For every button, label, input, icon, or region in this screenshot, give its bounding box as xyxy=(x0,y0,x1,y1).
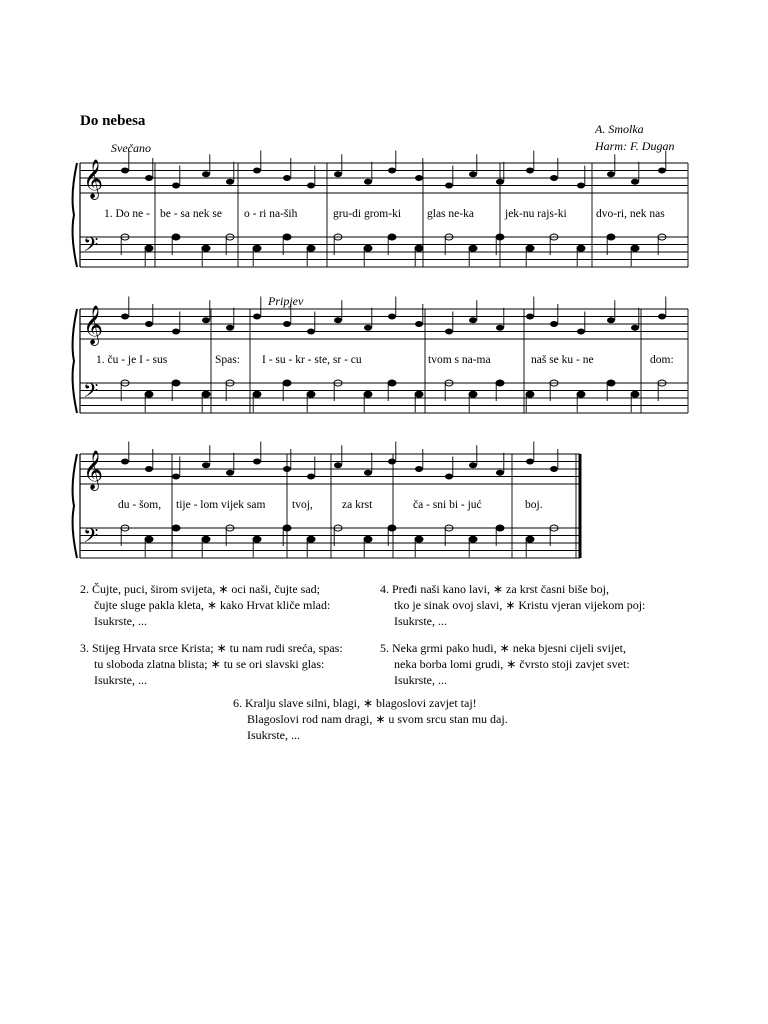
note-head xyxy=(307,183,315,189)
bass-clef-icon: 𝄢 xyxy=(83,524,99,552)
note-head xyxy=(496,470,504,476)
note-head xyxy=(469,171,477,177)
verse-line: Isukrste, ... xyxy=(394,614,447,628)
note-head xyxy=(307,329,315,335)
lyric-s2-m1: 1. ču - je I - sus xyxy=(96,354,168,366)
note-head xyxy=(121,314,129,320)
note-head xyxy=(388,380,396,386)
verse-line: Isukrste, ... xyxy=(247,728,300,742)
lyric-s1-m5: glas ne-ka xyxy=(427,208,474,220)
note-head xyxy=(226,179,234,185)
note-head xyxy=(496,179,504,185)
verse-line: čujte sluge pakla kleta, ∗ kako Hrvat kliče mlad: xyxy=(94,598,331,612)
note-head xyxy=(364,391,372,397)
note-head xyxy=(172,474,180,480)
note-head xyxy=(307,474,315,480)
note-head xyxy=(526,168,534,174)
verse-line: tko je sinak ovoj slavi, ∗ Kristu vjeran vijekom poj: xyxy=(394,598,646,612)
brace-icon xyxy=(73,163,77,267)
note-head xyxy=(607,171,615,177)
note-head xyxy=(415,466,423,472)
note-head xyxy=(172,525,180,531)
verse-5 xyxy=(380,640,630,688)
verse-line: 2. Čujte, puci, širom svijeta, ∗ oci naši, čujte sad; xyxy=(80,582,321,596)
refrain-marking: Pripjev xyxy=(268,294,304,308)
note-head xyxy=(283,466,291,472)
note-head xyxy=(202,391,210,397)
note-head xyxy=(445,474,453,480)
note-head xyxy=(253,536,261,542)
verse-line: neka borba lomi grudi, ∗ čvrsto stoji zavjet svet: xyxy=(394,657,630,671)
note-head xyxy=(226,470,234,476)
note-head xyxy=(445,183,453,189)
lyric-s2-m3: I - su - kr - ste, sr - cu xyxy=(262,354,362,366)
brace-icon xyxy=(73,454,77,558)
note-head xyxy=(631,179,639,185)
note-head xyxy=(445,329,453,335)
note-head xyxy=(145,391,153,397)
note-head xyxy=(658,314,666,320)
verse-4 xyxy=(380,581,645,629)
note-head xyxy=(145,536,153,542)
note-head xyxy=(145,466,153,472)
note-head xyxy=(172,329,180,335)
hymn-title: Do nebesa xyxy=(80,113,146,129)
verse-line: 3. Stijeg Hrvata srce Krista; ∗ tu nam rudi sreća, spas: xyxy=(80,641,343,655)
note-head xyxy=(415,321,423,327)
note-head xyxy=(550,175,558,181)
verse-line: Isukrste, ... xyxy=(94,673,147,687)
note-head xyxy=(283,175,291,181)
verse-3 xyxy=(80,640,343,688)
note-head xyxy=(172,234,180,240)
note-head xyxy=(364,179,372,185)
note-head xyxy=(283,234,291,240)
note-head xyxy=(496,325,504,331)
note-head xyxy=(577,245,585,251)
treble-clef-icon: 𝄞 xyxy=(83,450,104,490)
note-head xyxy=(145,175,153,181)
note-head xyxy=(202,317,210,323)
lyric-s1-m1: 1. Do ne - xyxy=(104,208,150,220)
treble-clef-icon: 𝄞 xyxy=(83,159,104,199)
note-head xyxy=(253,314,261,320)
note-head xyxy=(202,536,210,542)
note-head xyxy=(658,168,666,174)
note-head xyxy=(496,234,504,240)
note-head xyxy=(334,462,342,468)
lyric-s2-m6: dom: xyxy=(650,354,674,366)
lyric-s3-m6: boj. xyxy=(525,499,543,511)
verse-line: 5. Neka grmi pako hudi, ∗ neka bjesni cijeli svijet, xyxy=(380,641,626,655)
composer-credit: A. Smolka xyxy=(595,122,644,136)
note-head xyxy=(607,380,615,386)
note-head xyxy=(550,466,558,472)
brace-icon xyxy=(73,309,77,413)
lyric-s1-m4: gru-di grom-ki xyxy=(333,208,402,220)
lyric-s1-m3: o - ri na-ših xyxy=(244,208,298,220)
bass-clef-icon: 𝄢 xyxy=(83,233,99,261)
lyric-s1-m7: dvo-ri, nek nas xyxy=(596,208,665,220)
note-head xyxy=(307,245,315,251)
note-head xyxy=(526,459,534,465)
note-head xyxy=(469,536,477,542)
note-head xyxy=(631,245,639,251)
lyric-s3-m5: ča - sni bi - juć xyxy=(413,499,482,511)
lyric-s1-m2: be - sa nek se xyxy=(160,208,222,220)
note-head xyxy=(469,317,477,323)
verse-line: Isukrste, ... xyxy=(94,614,147,628)
note-head xyxy=(496,380,504,386)
verse-line: 6. Kralju slave silni, blagi, ∗ blagoslovi zavjet taj! xyxy=(233,696,477,710)
verse-line: Blagoslovi rod nam dragi, ∗ u svom srcu stan mu daj. xyxy=(247,712,508,726)
note-head xyxy=(202,245,210,251)
verse-line: 4. Pređi naši kano lavi, ∗ za krst časni biše boj, xyxy=(380,582,610,596)
treble-clef-icon: 𝄞 xyxy=(83,305,104,345)
note-head xyxy=(469,391,477,397)
note-head xyxy=(526,245,534,251)
note-head xyxy=(334,171,342,177)
note-head xyxy=(253,391,261,397)
note-head xyxy=(388,168,396,174)
note-head xyxy=(388,525,396,531)
note-head xyxy=(526,391,534,397)
note-head xyxy=(121,168,129,174)
note-head xyxy=(253,168,261,174)
note-head xyxy=(577,183,585,189)
lyric-s2-m2: Spas: xyxy=(215,354,240,366)
note-head xyxy=(226,325,234,331)
note-head xyxy=(469,245,477,251)
note-head xyxy=(283,380,291,386)
note-head xyxy=(631,391,639,397)
note-head xyxy=(526,314,534,320)
note-head xyxy=(388,234,396,240)
note-head xyxy=(526,536,534,542)
lyric-s1-m6: jek-nu rajs-ki xyxy=(505,208,567,220)
note-head xyxy=(307,391,315,397)
note-head xyxy=(415,175,423,181)
note-head xyxy=(202,171,210,177)
harmonizer-credit: Harm: F. Dugan xyxy=(595,139,675,153)
note-head xyxy=(307,536,315,542)
verse-line: Isukrste, ... xyxy=(394,673,447,687)
note-head xyxy=(253,245,261,251)
note-head xyxy=(364,470,372,476)
lyric-s3-m1: du - šom, xyxy=(118,499,162,511)
lyric-s2-m4: tvom s na-ma xyxy=(428,354,491,366)
note-head xyxy=(415,245,423,251)
note-head xyxy=(364,325,372,331)
note-head xyxy=(607,317,615,323)
verse-6 xyxy=(233,695,508,743)
note-head xyxy=(607,234,615,240)
note-head xyxy=(145,245,153,251)
note-head xyxy=(253,459,261,465)
note-head xyxy=(415,391,423,397)
note-head xyxy=(388,314,396,320)
note-head xyxy=(172,183,180,189)
note-head xyxy=(577,391,585,397)
verse-2 xyxy=(80,581,330,629)
note-head xyxy=(364,245,372,251)
note-head xyxy=(121,459,129,465)
note-head xyxy=(283,321,291,327)
note-head xyxy=(283,525,291,531)
note-head xyxy=(550,321,558,327)
tempo-marking: Svečano xyxy=(111,141,151,155)
note-head xyxy=(364,536,372,542)
note-head xyxy=(202,462,210,468)
lyric-s3-m2: tije - lom vijek sam xyxy=(176,499,266,511)
verse-line: tu sloboda zlatna blista; ∗ tu se ori slavski glas: xyxy=(94,657,325,671)
note-head xyxy=(145,321,153,327)
note-head xyxy=(496,525,504,531)
lyric-s3-m4: za krst xyxy=(342,499,373,511)
note-head xyxy=(172,380,180,386)
bass-clef-icon: 𝄢 xyxy=(83,379,99,407)
lyric-s2-m5: naš se ku - ne xyxy=(531,354,594,366)
note-head xyxy=(469,462,477,468)
note-head xyxy=(415,536,423,542)
note-head xyxy=(388,459,396,465)
note-head xyxy=(577,329,585,335)
note-head xyxy=(631,325,639,331)
note-head xyxy=(334,317,342,323)
lyric-s3-m3: tvoj, xyxy=(292,499,313,511)
